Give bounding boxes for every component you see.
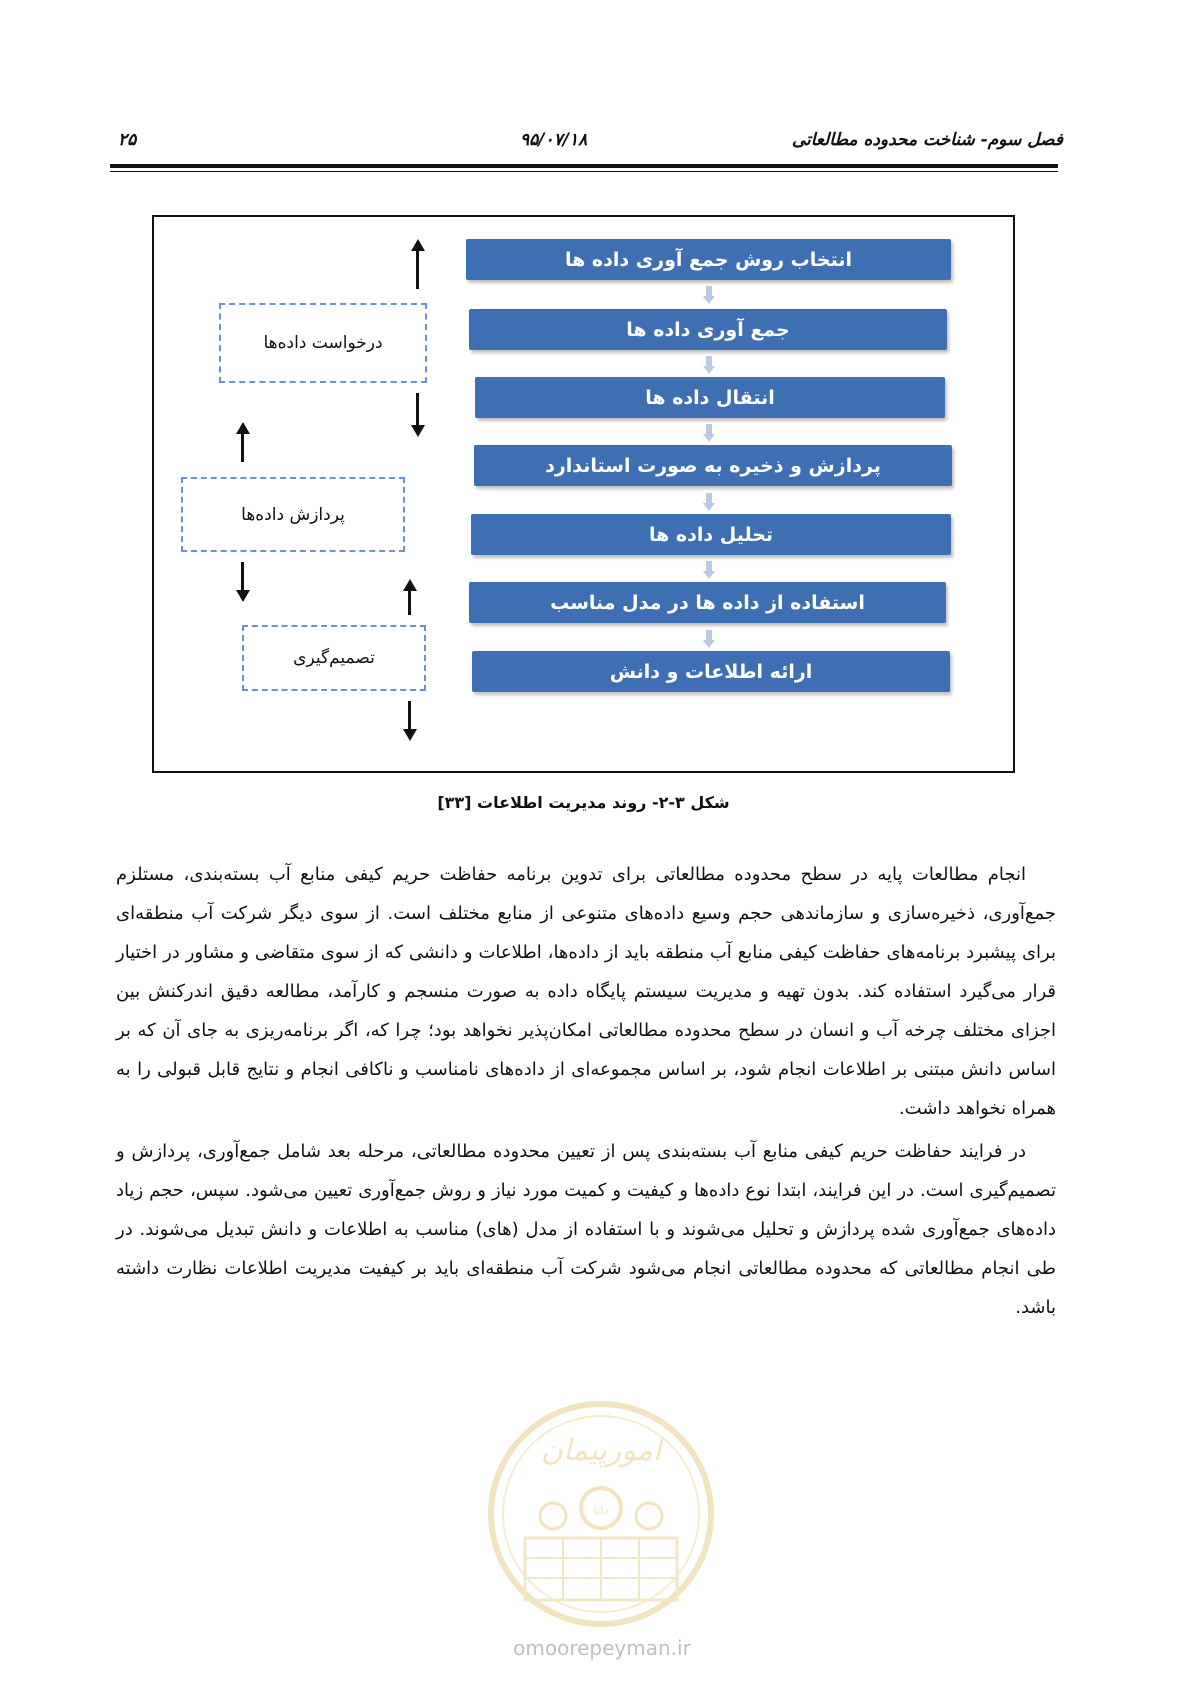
down-arrow-icon bbox=[411, 393, 425, 437]
running-header-date: ۹۵/۰۷/۱۸ bbox=[520, 130, 588, 150]
page-number: ۲۵ bbox=[118, 130, 137, 150]
down-arrow-icon bbox=[703, 630, 715, 650]
flow-step-present-knowledge: ارائه اطلاعات و دانش bbox=[472, 651, 950, 692]
body-text bbox=[116, 855, 1056, 1331]
flow-step-select-method: انتخاب روش جمع آوری داده ها bbox=[466, 239, 951, 280]
flow-step-analyze-data: تحلیل داده ها bbox=[471, 514, 951, 555]
paragraph: انجام مطالعات پایه در سطح محدوده مطالعاتی برای تدوین برنامه حفاظت حریم کیفی منابع آب بسته‌بندی، مستلزم جمع‌آوری، ذخیره‌سازی و سازماندهی حجم وسیع داده‌های متنوعی از منابع مختلف است. از سوی دیگر شرکت آب منطقه‌ای برای پیشبرد برنامه‌های حفاظت کیفی منابع آب منطقه باید از داده‌ها، اطلاعات و دانشی که از سوی متقاضی و مشاور در اختیار قرار می‌گیرد استفاده کند. بدون تهیه و مدیریت سیستم پایگاه داده به صورت منسجم و کارآمد، مطالعه دقیق اندرکنش بین اجزای مختلف چرخه آب و انسان در سطح محدوده مطالعاتی امکان‌پذیر نخواهد بود؛ چرا که، اگر برنامه‌ریزی به جای آن که بر اساس دانش مبتنی بر اطلاعات انجام شود، بر اساس مجموعه‌ای از داده‌های نامناسب و ناکافی انجام و نتایج قابل قبولی را به همراه نخواهد داشت. bbox=[116, 864, 1056, 1119]
down-arrow-icon bbox=[703, 493, 715, 513]
down-arrow-icon bbox=[703, 561, 715, 581]
flow-diagram bbox=[152, 215, 1015, 773]
phase-box-data-processing: پردازش داده‌ها bbox=[181, 477, 405, 552]
figure-caption: شکل ۳-۲- روند مدیریت اطلاعات [۳۳] bbox=[437, 793, 730, 812]
flow-step-use-in-model: استفاده از داده ها در مدل مناسب bbox=[469, 582, 946, 623]
up-arrow-icon bbox=[403, 579, 417, 615]
up-arrow-icon bbox=[236, 422, 250, 462]
running-header-chapter: فصل سوم- شناخت محدوده مطالعاتی bbox=[791, 130, 1063, 150]
flow-step-process-store: پردازش و ذخیره به صورت استاندارد bbox=[474, 445, 952, 486]
watermark-url: omoorepeyman.ir bbox=[513, 1636, 691, 1660]
phase-box-data-request: درخواست داده‌ها bbox=[219, 303, 427, 383]
watermark-emblem-text: دانا bbox=[593, 1503, 609, 1517]
watermark-logo-text: امورپیمان bbox=[540, 1433, 662, 1468]
flow-step-collect-data: جمع آوری داده ها bbox=[469, 309, 947, 350]
down-arrow-icon bbox=[703, 356, 715, 376]
down-arrow-icon bbox=[703, 286, 715, 306]
header-rule-thick bbox=[110, 164, 1058, 168]
header-rule-thin bbox=[110, 171, 1058, 172]
down-arrow-icon bbox=[236, 562, 250, 602]
watermark-seal bbox=[485, 1398, 717, 1630]
paragraph: در فرایند حفاظت حریم کیفی منابع آب بسته‌بندی پس از تعیین محدوده مطالعاتی، مرحله بعد شامل جمع‌آوری، پردازش و تصمیم‌گیری است. در این فرایند، ابتدا نوع داده‌ها و کیفیت و کمیت مورد نیاز و روش جمع‌آوری تعیین می‌شود. سپس، حجم زیاد داده‌های جمع‌آوری شده پردازش و تحلیل می‌شوند و با استفاده از مدل (های) مناسب به اطلاعات و دانش تبدیل می‌شوند. در طی انجام مطالعاتی که محدوده مطالعاتی انجام می‌شود شرکت آب منطقه‌ای باید بر کیفیت مدیریت اطلاعات نظارت داشته باشد. bbox=[116, 1141, 1056, 1318]
up-arrow-icon bbox=[411, 239, 425, 289]
down-arrow-icon bbox=[703, 424, 715, 444]
down-arrow-icon bbox=[403, 701, 417, 741]
flow-step-transfer-data: انتقال داده ها bbox=[475, 377, 945, 418]
phase-box-decision-making: تصمیم‌گیری bbox=[242, 625, 426, 691]
